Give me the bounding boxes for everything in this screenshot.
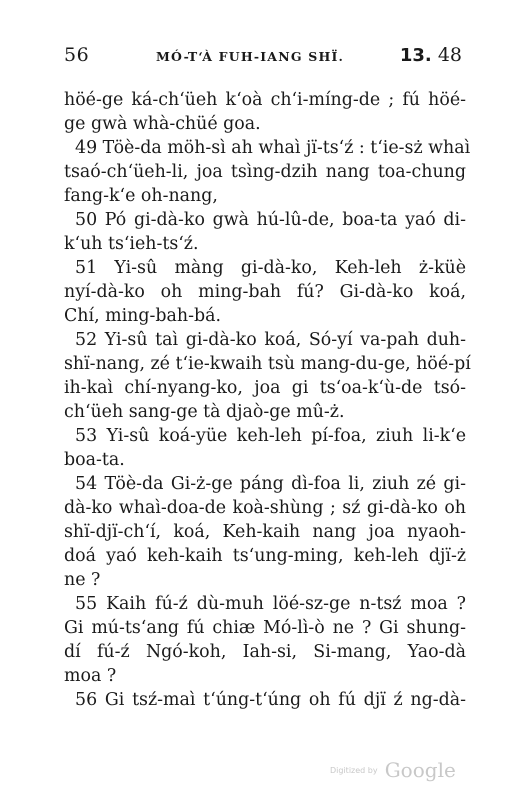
text-line: 52 Yi-sû taì gi-dà-ko koá, Só-yí va-pah duh- [75,330,466,350]
digitization-watermark [330,758,456,782]
text-line: nyí-dà-ko oh ming-bah fú? Gi-dà-ko koá, [64,282,466,302]
text-line: höé-ge ká-ch‘üeh k‘oà ch‘i-míng-de ; fú höé- [64,90,466,110]
text-line: ge gwà whà-chüé goa. [64,114,261,134]
page-number: 56 [64,44,90,66]
text-line: ch‘üeh sang-ge tà djaò-ge mû-ż. [64,402,345,422]
running-title: MÓ-T‘À FUH-IANG SHÏ. [156,49,345,64]
watermark-logo: Google [384,758,456,782]
text-line: 53 Yi-sû koá-yüe keh-leh pí-foa, ziuh li-k‘e [75,426,466,446]
verse-number: 48 [437,44,462,66]
text-line: Gi mú-ts‘ang fú chiæ Mó-lì-ò ne ? Gi shung- [64,618,466,638]
text-line: 51 Yi-sû màng gi-dà-ko, Keh-leh ż-küè [75,258,466,278]
text-line: 55 Kaih fú-ź dù-muh löé-sz-ge n-tsź moa ? [75,594,466,614]
watermark-prefix: Digitized by [330,765,378,775]
text-line: fang-k‘e oh-nang, [64,186,218,206]
chapter-number: 13. [399,45,432,66]
text-line: 56 Gi tsź-maì t‘úng-t‘úng oh fú djï ź ng-dà- [75,690,466,710]
text-line: Chí, ming-bah-bá. [64,306,221,326]
text-line: moa ? [64,666,117,686]
text-line: 54 Töè-da Gi-ż-ge páng dì-foa li, ziuh zé gi- [75,474,466,494]
running-header [64,44,462,74]
text-line: shï-nang, zé t‘ie-kwaih tsù mang-du-ge, höé-pí [64,354,471,374]
text-line: k‘uh ts‘ieh-ts‘ź. [64,234,199,254]
text-line: dí fú-ź Ngó-koh, Iah-si, Si-mang, Yao-dà [64,642,466,662]
text-line: boa-ta. [64,450,125,470]
body-text [64,88,471,712]
chapter-verse-reference [400,44,462,66]
text-line: ne ? [64,570,101,590]
text-line: 50 Pó gi-dà-ko gwà hú-lû-de, boa-ta yaó di- [75,210,466,230]
text-line: shï-djï-ch‘í, koá, Keh-kaih nang joa nyaoh- [64,522,466,542]
text-line: dà-ko whaì-doa-de koà-shùng ; sź gi-dà-ko oh [64,498,466,518]
text-line: doá yaó keh-kaih ts‘ung-ming, keh-leh djï-ż [64,546,466,566]
text-line: tsaó-ch‘üeh-li, joa tsìng-dzih nang toa-chung [64,162,466,182]
text-line: 49 Töè-da möh-sì ah whaì jï-ts‘ź : t‘ie-sż whaì [75,138,471,158]
text-line: ih-kaì chí-nyang-ko, joa gi ts‘oa-k‘ù-de tsó- [64,378,466,398]
